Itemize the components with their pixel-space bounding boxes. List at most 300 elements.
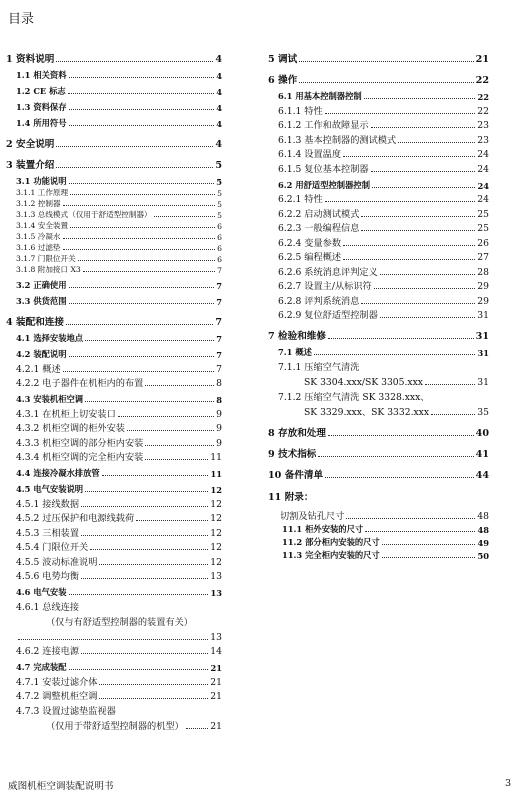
toc-entry-page: 21 (210, 676, 222, 688)
toc-entry[interactable] (268, 102, 489, 117)
toc-entry-label: 3.1.4 安全装置 (16, 221, 69, 230)
toc-right-column (268, 44, 489, 561)
toc-entry-page: 50 (477, 551, 489, 561)
toc-entry-label: 3.1.3 总线模式（仅用于舒适型控制器） (16, 210, 152, 219)
toc-entry[interactable] (268, 131, 489, 146)
toc-entry-page: 29 (477, 281, 489, 292)
toc-entry-label: 4.7 完成装配 (16, 662, 67, 672)
toc-entry-label: 6.2.9 复位舒适型控制器 (278, 310, 378, 321)
toc-entry[interactable] (268, 503, 489, 522)
toc-entry-label: （仅与有舒适型控制器的装置有关） (46, 617, 193, 628)
toc-entry[interactable] (268, 175, 489, 191)
toc-entry[interactable] (6, 220, 222, 231)
toc-entry-label: 3.1.2 控制器 (16, 199, 61, 208)
toc-entry-page: 28 (477, 266, 489, 278)
toc-leader-dots (361, 230, 475, 231)
toc-entry[interactable] (268, 44, 489, 65)
toc-entry[interactable] (268, 418, 489, 439)
toc-entry-label: 3.1.8 附加接口 X3 (16, 265, 81, 274)
toc-entry[interactable] (6, 328, 222, 344)
toc-entry-label: 7 检验和维修 (268, 331, 326, 342)
toc-leader-dots (299, 61, 473, 62)
toc-entry[interactable] (6, 307, 222, 328)
toc-entry-page: 23 (477, 134, 489, 146)
toc-entry-page: 21 (475, 54, 489, 65)
toc-entry[interactable] (6, 344, 222, 360)
toc-entry-page: 6 (217, 255, 222, 264)
toc-entry-page: 5 (217, 200, 222, 209)
toc-entry[interactable] (6, 613, 222, 628)
toc-entry-page: 25 (477, 208, 489, 220)
toc-entry-label: 7.1 概述 (278, 347, 312, 357)
toc-entry-page: 12 (210, 498, 222, 510)
toc-entry[interactable] (268, 439, 489, 460)
toc-entry[interactable] (268, 234, 489, 249)
toc-leader-dots (431, 414, 475, 415)
toc-entry-label: 8 存放和处理 (268, 428, 326, 439)
toc-entry[interactable] (268, 535, 489, 548)
toc-entry-page: 12 (210, 513, 222, 524)
toc-entry-page: 26 (477, 237, 489, 249)
toc-entry-page: 31 (477, 348, 489, 358)
toc-entry[interactable] (6, 510, 222, 525)
toc-entry[interactable] (6, 657, 222, 673)
toc-leader-dots (68, 93, 214, 94)
toc-entry-label: 4.2.1 概述 (16, 363, 61, 375)
toc-entry-page: 11 (210, 452, 222, 463)
toc-leader-dots (364, 98, 476, 99)
toc-leader-dots (361, 303, 475, 304)
toc-entry[interactable] (268, 146, 489, 161)
toc-entry-label: 4.5.3 三相装置 (16, 527, 80, 539)
toc-entry-label: 11 附录： (268, 492, 314, 503)
toc-entry-page: 23 (477, 120, 489, 131)
toc-entry-page: 6 (217, 233, 222, 242)
toc-leader-dots (99, 564, 208, 565)
toc-entry[interactable] (6, 198, 222, 209)
toc-entry-label: 4.5.4 门限位开关 (16, 542, 89, 553)
toc-entry-label: 4.7.2 调整机柜空调 (16, 691, 98, 702)
toc-entry[interactable] (6, 717, 222, 732)
toc-entry[interactable] (6, 389, 222, 405)
toc-entry-page: 4 (216, 71, 222, 81)
toc-entry-page: 5 (217, 211, 222, 220)
toc-leader-dots (343, 259, 475, 260)
toc-entry[interactable] (6, 209, 222, 220)
toc-leader-dots (186, 728, 208, 729)
toc-leader-dots (318, 456, 473, 457)
toc-entry-label: 6.1.5 复位基本控制器 (278, 163, 369, 175)
toc-entry-page: 29 (477, 295, 489, 307)
toc-entry-page: 7 (215, 317, 222, 328)
toc-leader-dots (81, 653, 208, 654)
toc-leader-dots (425, 384, 475, 385)
toc-entry-label: （仅用于带舒适型控制器的机型） (46, 721, 184, 732)
toc-leader-dots (145, 445, 214, 446)
toc-entry-page: 7 (216, 363, 222, 375)
toc-entry-page: 22 (477, 92, 489, 102)
toc-leader-dots (343, 245, 475, 246)
toc-leader-dots (382, 544, 476, 545)
toc-entry[interactable] (6, 97, 222, 113)
toc-entry-page: 7 (216, 297, 222, 307)
toc-leader-dots (70, 194, 215, 195)
toc-entry[interactable] (6, 65, 222, 81)
toc-leader-dots (63, 205, 216, 206)
toc-entry-page: 9 (216, 437, 222, 449)
toc-entry-page: 25 (477, 223, 489, 234)
toc-entry-page: 8 (216, 378, 222, 389)
toc-leader-dots (78, 260, 215, 261)
toc-leader-dots (85, 491, 208, 492)
toc-entry-label: 5 调试 (268, 54, 298, 65)
toc-entry-label: 9 技术指标 (268, 449, 317, 460)
toc-entry-page: 5 (217, 189, 222, 198)
toc-entry-page: 27 (477, 252, 489, 263)
toc-leader-dots (85, 401, 214, 402)
toc-entry[interactable] (268, 117, 489, 132)
toc-entry-label: 1.3 资料保存 (16, 102, 67, 112)
toc-entry[interactable] (268, 460, 489, 481)
toc-leader-dots (325, 201, 476, 202)
toc-leader-dots (99, 698, 208, 699)
toc-entry-page: 49 (477, 538, 489, 548)
toc-entry[interactable] (268, 373, 489, 388)
toc-entry-label: 3 装置介绍 (6, 160, 55, 171)
toc-entry[interactable] (6, 553, 222, 568)
toc-leader-dots (365, 531, 475, 532)
toc-leader-dots (343, 156, 475, 157)
toc-entry-page: 48 (477, 525, 489, 535)
toc-entry-page: 21 (210, 721, 222, 732)
toc-entry-label: 4.3.2 机柜空调的柜外安装 (16, 423, 125, 434)
toc-entry-label: 7.1.2 压缩空气清洗 SK 3328.xxx、 (278, 392, 430, 403)
toc-entry-page: 4 (216, 103, 222, 113)
toc-leader-dots (328, 435, 474, 436)
toc-leader-dots (371, 171, 476, 172)
toc-entry[interactable] (6, 420, 222, 435)
toc-entry-page: 31 (475, 331, 489, 342)
toc-entry-page: 8 (216, 395, 222, 405)
toc-entry[interactable] (6, 360, 222, 375)
toc-leader-dots (69, 77, 215, 78)
toc-entry-page: 31 (477, 377, 489, 388)
toc-entry-label: 4.2.2 电子器件在机柜内的布置 (16, 378, 144, 389)
toc-entry-label: 6.1 用基本控制器控制 (278, 91, 362, 101)
toc-entry-label: 4.7.1 安装过滤介体 (16, 676, 98, 688)
toc-entry-page: 21 (210, 691, 222, 702)
toc-entry[interactable] (268, 522, 489, 535)
toc-entry-label: 4.3 安装机柜空调 (16, 394, 84, 404)
toc-entry[interactable] (6, 524, 222, 539)
toc-entry-page: 41 (475, 449, 489, 460)
toc-entry[interactable] (268, 263, 489, 278)
toc-leader-dots (56, 146, 213, 147)
toc-entry-label: 6.2.5 编程概述 (278, 252, 342, 263)
toc-entry[interactable] (268, 160, 489, 175)
toc-leader-dots (81, 535, 208, 536)
toc-leader-dots (102, 475, 209, 476)
toc-entry[interactable] (6, 275, 222, 291)
toc-entry[interactable] (6, 129, 222, 150)
page-title: 目录 (8, 12, 35, 27)
toc-leader-dots (90, 549, 208, 550)
toc-entry-label: 4.5.1 接线数据 (16, 498, 80, 510)
toc-entry[interactable] (6, 688, 222, 703)
toc-leader-dots (69, 109, 215, 110)
toc-leader-dots (18, 639, 208, 640)
toc-entry-label: 1 资料说明 (6, 54, 55, 65)
toc-leader-dots (382, 557, 476, 558)
toc-leader-dots (85, 340, 214, 341)
toc-entry-label: 3.1.1 工作原理 (16, 188, 69, 197)
toc-leader-dots (69, 183, 215, 184)
toc-leader-dots (70, 227, 215, 228)
toc-entry-page: 21 (210, 663, 222, 673)
toc-entry-page: 6 (217, 222, 222, 231)
toc-entry[interactable] (6, 449, 222, 464)
toc-leader-dots (325, 477, 474, 478)
toc-entry-label: 3.1.6 过滤垫 (16, 243, 61, 252)
toc-entry-page: 7 (216, 350, 222, 360)
toc-entry[interactable] (6, 702, 222, 717)
toc-entry-page: 12 (210, 527, 222, 539)
toc-entry[interactable] (6, 171, 222, 187)
toc-leader-dots (314, 354, 476, 355)
toc-entry[interactable] (268, 86, 489, 102)
toc-entry-page: 5 (215, 160, 222, 171)
toc-entry[interactable] (6, 463, 222, 479)
toc-entry[interactable] (6, 405, 222, 420)
toc-entry-page: 12 (210, 556, 222, 568)
toc-leader-dots (145, 385, 214, 386)
toc-entry-page: 40 (475, 428, 489, 439)
toc-entry[interactable] (268, 249, 489, 264)
toc-entry[interactable] (268, 481, 489, 503)
toc-entry[interactable] (268, 191, 489, 206)
toc-leader-dots (69, 125, 215, 126)
toc-entry[interactable] (6, 291, 222, 307)
toc-entry-label: 6.2.3 一般编程信息 (278, 223, 360, 234)
toc-leader-dots (145, 459, 208, 460)
toc-leader-dots (81, 578, 208, 579)
footer-page-number: 3 (505, 778, 512, 789)
toc-entry-page: 22 (477, 105, 489, 117)
toc-entry-label: 3.1.7 门限位开关 (16, 254, 76, 263)
toc-entry-page: 6 (217, 244, 222, 253)
toc-entry-page: 24 (477, 163, 489, 175)
toc-entry-label: 6.2 用舒适型控制器控制 (278, 179, 370, 190)
toc-entry[interactable] (6, 582, 222, 598)
toc-entry[interactable] (6, 643, 222, 658)
toc-entry[interactable] (6, 187, 222, 198)
toc-entry[interactable] (268, 342, 489, 358)
toc-leader-dots (372, 187, 475, 188)
toc-entry-label: 4.1 选择安装地点 (16, 333, 84, 343)
toc-entry-label: 11.2 部分柜内安装的尺寸 (282, 537, 380, 547)
toc-entry-page: 11 (210, 469, 222, 479)
toc-entry-page: 4 (216, 87, 222, 97)
toc-leader-dots (83, 271, 215, 272)
toc-entry[interactable] (6, 375, 222, 390)
toc-entry[interactable] (268, 205, 489, 220)
toc-entry-label: 4.3.4 机柜空调的完全柜内安装 (16, 452, 144, 463)
toc-left-column (6, 44, 222, 732)
toc-entry-page: 48 (477, 511, 489, 522)
toc-entry[interactable] (268, 292, 489, 307)
toc-entry-page: 5 (216, 177, 222, 187)
toc-leader-dots (56, 167, 213, 168)
toc-entry-label: 6.2.4 变量参数 (278, 237, 342, 249)
toc-leader-dots (136, 520, 208, 521)
toc-entry-label: 6.1.4 设置温度 (278, 149, 342, 160)
toc-entry[interactable] (268, 403, 489, 418)
toc-entry-label: 4.5.5 波动标准说明 (16, 556, 98, 568)
toc-entry[interactable] (6, 113, 222, 129)
toc-entry-page: 13 (210, 571, 222, 582)
toc-leader-dots (325, 113, 476, 114)
toc-entry-label: 11.1 柜外安装的尺寸 (282, 524, 364, 534)
toc-entry[interactable] (6, 231, 222, 242)
toc-leader-dots (63, 371, 214, 372)
toc-entry-page: 4 (215, 54, 222, 65)
toc-leader-dots (69, 287, 215, 288)
toc-leader-dots (69, 356, 215, 357)
toc-leader-dots (66, 324, 213, 325)
toc-leader-dots (118, 416, 214, 417)
toc-entry[interactable] (268, 358, 489, 373)
toc-entry-label: 6.2.2 启动测试模式 (278, 208, 360, 220)
toc-entry-page: 12 (210, 542, 222, 553)
toc-entry[interactable] (6, 242, 222, 253)
toc-leader-dots (56, 61, 213, 62)
toc-entry-label: 4.6.2 连接电源 (16, 646, 80, 657)
toc-entry[interactable] (268, 548, 489, 561)
toc-leader-dots (63, 238, 216, 239)
toc-entry-label: 4.6.1 总线连接 (16, 602, 80, 613)
toc-entry-label: 4 装配和连接 (6, 317, 64, 328)
toc-entry[interactable] (6, 673, 222, 688)
toc-entry-page: 4 (215, 139, 222, 150)
toc-leader-dots (328, 338, 474, 339)
toc-leader-dots (127, 430, 214, 431)
toc-entry-page: 12 (210, 485, 222, 495)
toc-entry-page: 13 (210, 631, 222, 643)
toc-entry-page: 14 (210, 646, 222, 657)
toc-entry-label: 6.2.1 特性 (278, 194, 323, 205)
toc-entry-label: 6.1.2 工作和故障显示 (278, 120, 369, 131)
toc-leader-dots (81, 506, 208, 507)
toc-entry-page: 24 (477, 194, 489, 205)
toc-entry-page: 7 (217, 266, 222, 275)
toc-entry-page: 7 (216, 334, 222, 344)
toc-entry-page: 24 (477, 149, 489, 160)
toc-entry-label: 4.5 电气安装说明 (16, 484, 84, 494)
toc-leader-dots (154, 216, 216, 217)
toc-entry-label: 4.3.1 在机柜上切安装口 (16, 408, 116, 420)
toc-entry[interactable] (268, 388, 489, 403)
toc-entry-page: 24 (477, 180, 489, 191)
toc-entry-label: 1.2 CE 标志 (16, 86, 66, 96)
toc-entry[interactable] (268, 321, 489, 342)
toc-leader-dots (69, 594, 209, 595)
footer-document-title: 威图机柜空调装配说明书 (8, 781, 114, 792)
toc-entry-page: 13 (210, 588, 222, 598)
toc-entry[interactable] (6, 44, 222, 65)
toc-entry[interactable] (6, 598, 222, 613)
toc-entry-label: 3.1.5 冷凝水 (16, 232, 61, 241)
toc-leader-dots (398, 142, 475, 143)
toc-entry-page: 7 (216, 281, 222, 291)
toc-entry[interactable] (268, 65, 489, 86)
toc-leader-dots (69, 669, 209, 670)
toc-leader-dots (361, 216, 475, 217)
toc-entry-page: 4 (216, 119, 222, 129)
toc-entry-label: 3.1 功能说明 (16, 176, 67, 186)
toc-entry-page: 9 (216, 423, 222, 434)
toc-entry-label: 6.2.6 系统消息评判定义 (278, 266, 378, 278)
toc-entry-label: 4.3.3 机柜空调的部分柜内安装 (16, 437, 144, 449)
toc-leader-dots (69, 303, 215, 304)
toc-entry[interactable] (6, 568, 222, 583)
toc-entry[interactable] (268, 307, 489, 322)
toc-entry-label: 10 备件清单 (268, 470, 324, 481)
toc-entry-page: 22 (475, 75, 489, 86)
toc-entry-page: 9 (216, 408, 222, 420)
toc-leader-dots (63, 249, 216, 250)
toc-entry-label: 7.1.1 压缩空气清洗 (278, 362, 360, 373)
toc-entry-label: 6.2.8 评判系统消息 (278, 295, 360, 307)
toc-leader-dots (380, 274, 475, 275)
toc-entry-label: 6.1.3 基本控制器的测试模式 (278, 134, 397, 146)
toc-entry-label: 6 操作 (268, 75, 298, 86)
toc-entry-label: 4.4 连接冷凝水排放管 (16, 468, 100, 478)
toc-entry[interactable] (6, 539, 222, 554)
toc-entry-label: 3.3 供货范围 (16, 296, 67, 306)
toc-entry-label: 切割及钻孔尺寸 (280, 511, 345, 522)
toc-leader-dots (371, 127, 476, 128)
toc-entry-label: 1.4 所用符号 (16, 118, 67, 128)
toc-entry-label: 4.7.3 设置过滤垫监视器 (16, 706, 116, 717)
toc-entry-label: SK 3304.xxx/SK 3305.xxx (304, 377, 423, 388)
toc-entry-page: 35 (477, 407, 489, 418)
toc-entry[interactable] (6, 253, 222, 264)
toc-entry-label: 2 安全说明 (6, 139, 55, 150)
toc-entry[interactable] (6, 264, 222, 275)
toc-entry-label: 1.1 相关资料 (16, 70, 67, 80)
toc-entry[interactable] (6, 495, 222, 510)
toc-entry[interactable] (6, 434, 222, 449)
toc-leader-dots (299, 82, 473, 83)
toc-entry[interactable] (6, 479, 222, 495)
toc-leader-dots (99, 684, 208, 685)
toc-entry[interactable] (268, 278, 489, 293)
toc-entry-label: 4.5.6 电势均衡 (16, 571, 80, 582)
toc-entry-label: 11.3 完全柜内安装的尺寸 (282, 550, 380, 560)
toc-entry-page: 31 (477, 310, 489, 321)
toc-entry[interactable] (6, 628, 222, 643)
toc-leader-dots (374, 288, 476, 289)
toc-entry-label: 4.6 电气安装 (16, 587, 67, 597)
toc-entry-label: 4.5.2 过压保护和电源线载荷 (16, 513, 135, 524)
toc-entry[interactable] (268, 220, 489, 235)
toc-entry-label: SK 3329.xxx、SK 3332.xxx (304, 407, 430, 418)
toc-leader-dots (380, 317, 475, 318)
toc-entry[interactable] (6, 81, 222, 97)
toc-entry-label: 6.1.1 特性 (278, 105, 323, 117)
toc-entry[interactable] (6, 150, 222, 171)
toc-entry-label: 4.2 装配说明 (16, 349, 67, 359)
